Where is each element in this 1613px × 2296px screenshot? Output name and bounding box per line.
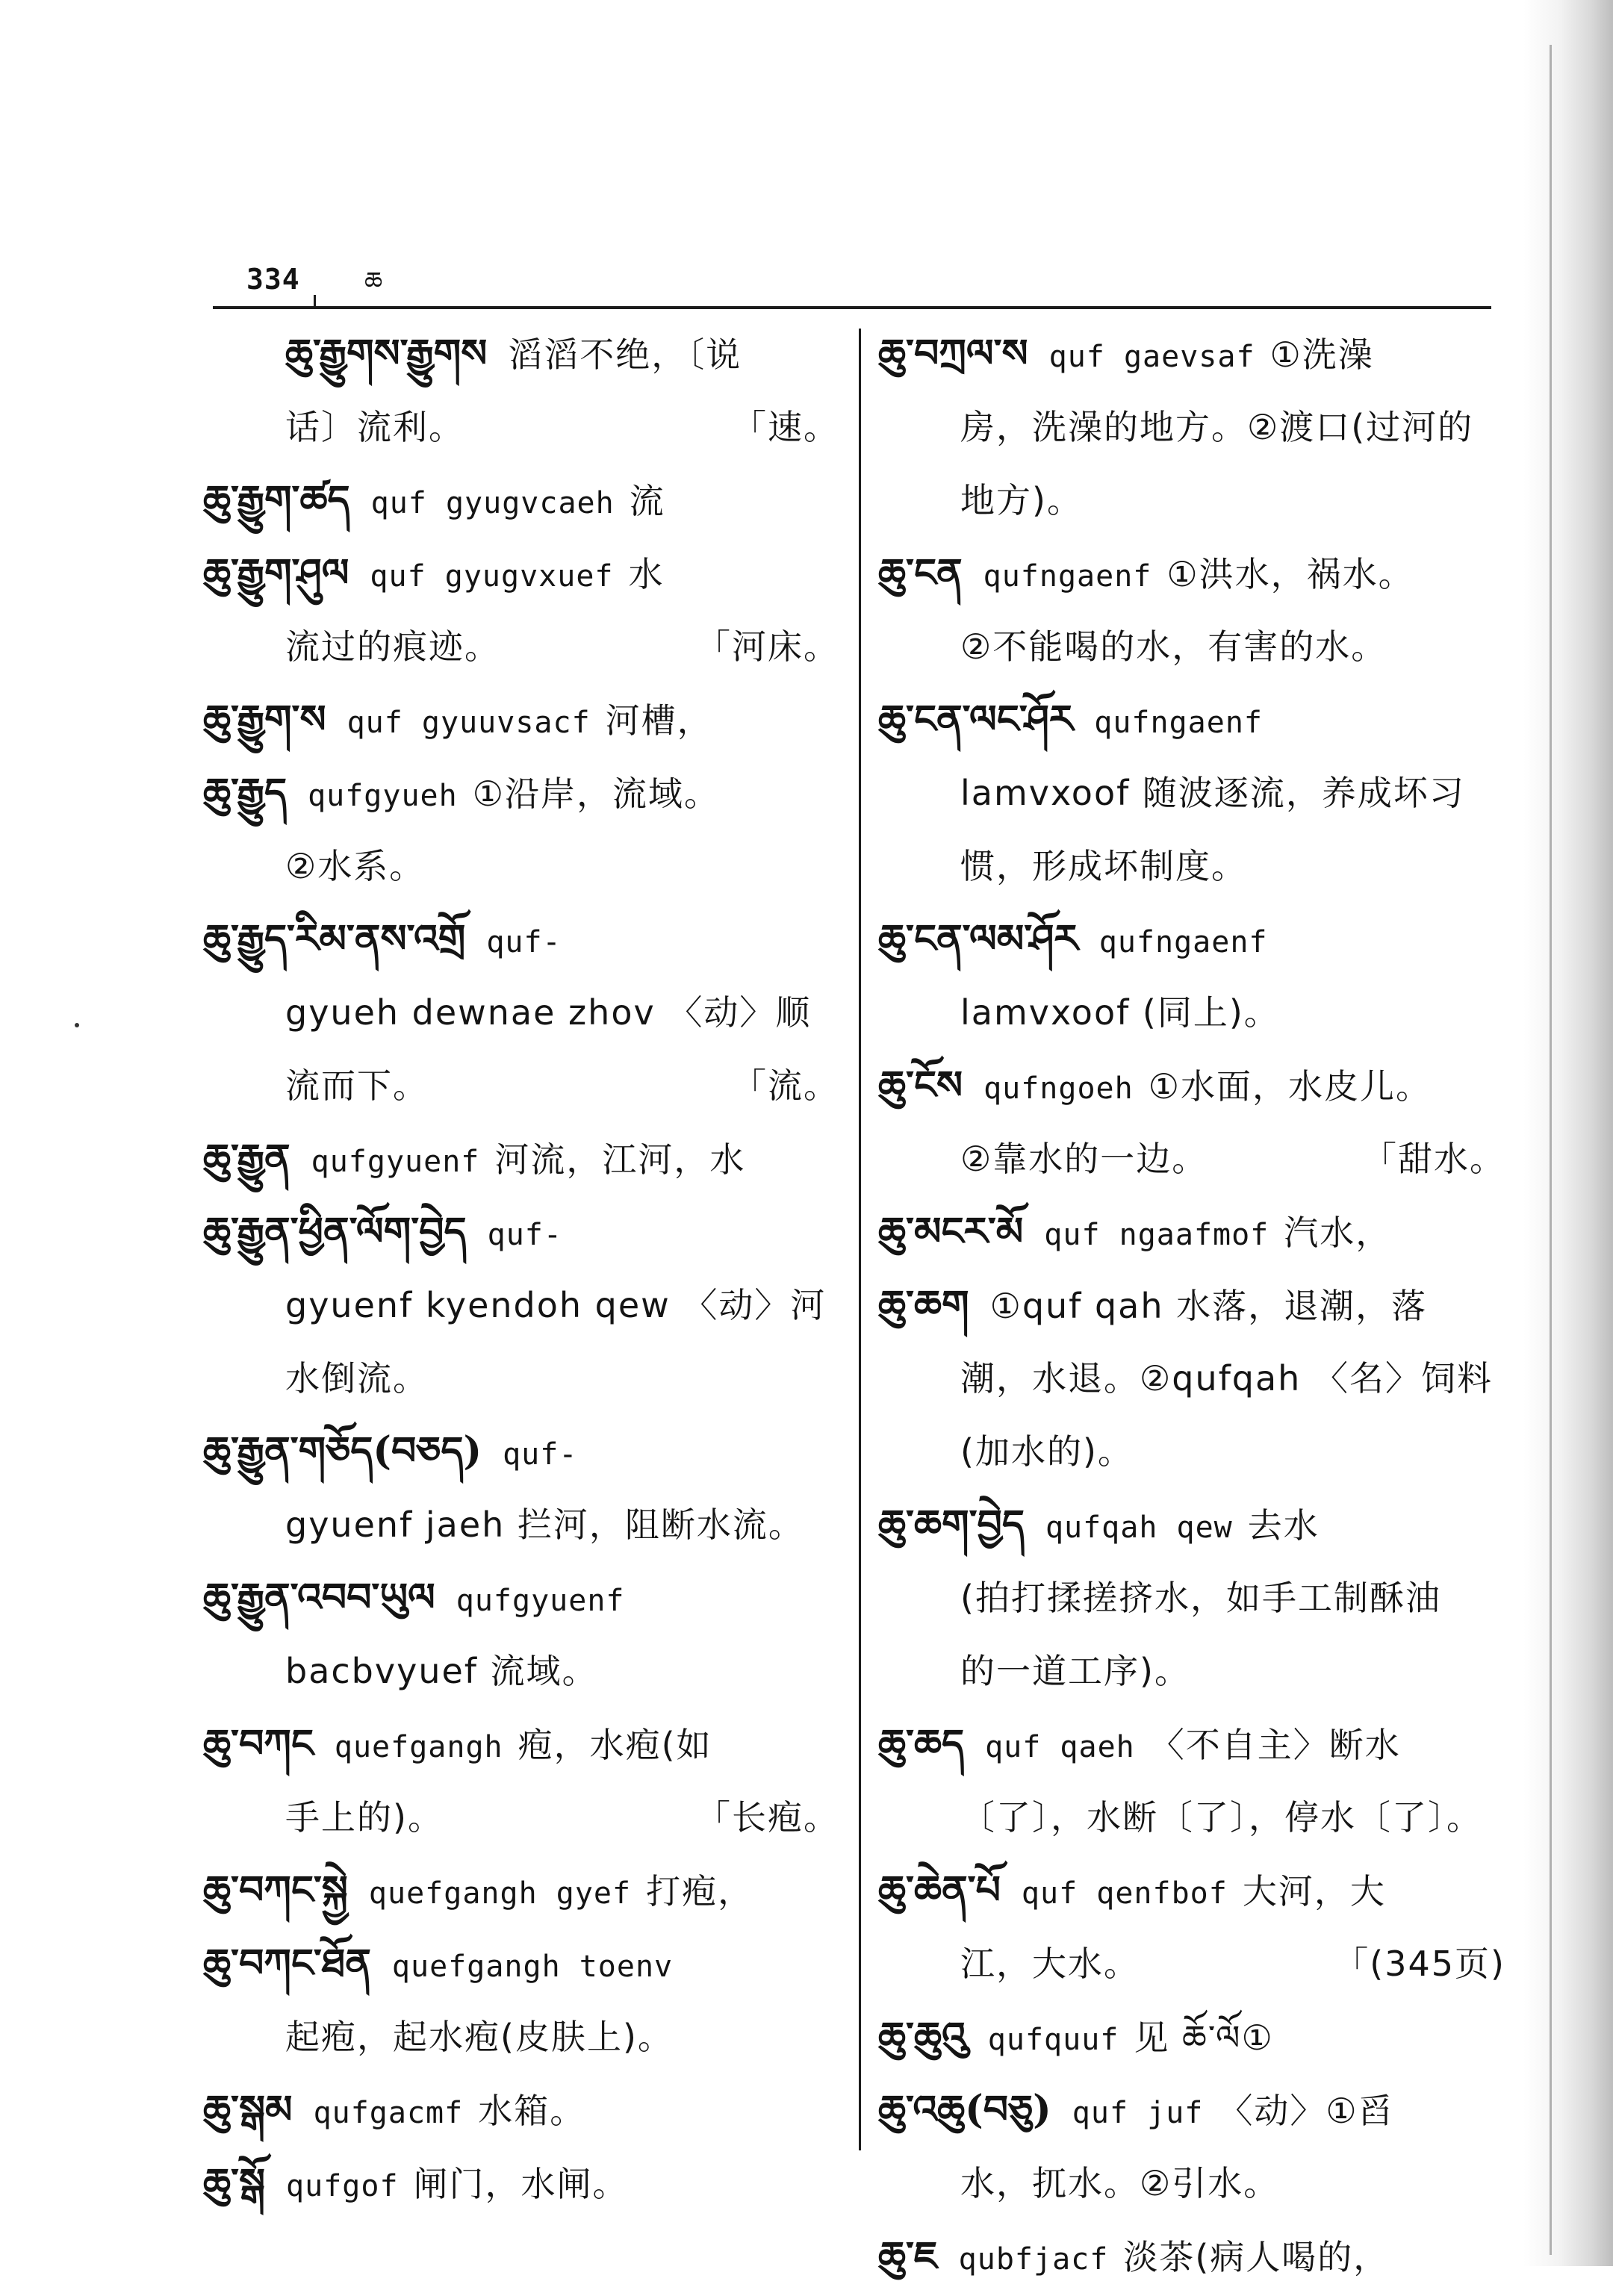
entry-line <box>203 1122 839 1195</box>
definition-text: 的一道工序)。 <box>960 1651 1190 1691</box>
dictionary-entry <box>878 1488 1505 1708</box>
definition-text: 地方)。 <box>960 480 1083 520</box>
dictionary-entry <box>878 1708 1505 1854</box>
page-edge-line <box>1550 45 1552 2255</box>
header-rule <box>213 306 1491 309</box>
entry-line <box>878 1342 1505 1415</box>
entry-line <box>203 1415 839 1488</box>
entry-line <box>878 1269 1505 1342</box>
dictionary-entry <box>878 903 1505 1049</box>
entry-line <box>878 2073 1505 2147</box>
definition-text: 手上的)。 <box>285 1797 444 1838</box>
entry-line <box>203 1195 839 1269</box>
entry-line <box>878 610 1505 683</box>
entry-line <box>203 903 839 976</box>
headword-tibetan: ཆུ་རྒྱུགས་རྒྱུགས <box>285 331 488 376</box>
definition-text: ②水系。 <box>285 846 426 886</box>
definition-text: 河流，江河，水 <box>494 1139 746 1180</box>
headword-romanization: quf gyugvcaeh <box>370 486 615 520</box>
headword-tibetan: ཆུ་བཀྲལ་ས <box>878 331 1028 376</box>
entry-line <box>203 1854 839 1927</box>
headword-tibetan: ཆུ་ཆག <box>878 1282 969 1328</box>
carryover-note: 「(345页) <box>1334 1944 1505 1984</box>
definition-text: 话〕流利。 <box>285 407 464 447</box>
dictionary-entry <box>203 537 839 683</box>
entry-line <box>203 976 839 1049</box>
headword-tibetan: ཆུ་ཆུའུ <box>878 2014 967 2059</box>
definition-text: 去水 <box>1247 1505 1320 1546</box>
dictionary-entry <box>878 1854 1505 2000</box>
definition-text: gyuenf kyendoh qew 〈动〉河 <box>285 1285 827 1325</box>
definition-text: 〔了〕，水断〔了〕，停水〔了〕。 <box>960 1797 1482 1838</box>
definition-text: 〈动〉①舀 <box>1218 2091 1394 2131</box>
entry-line <box>878 317 1505 391</box>
entry-line <box>878 1488 1505 1561</box>
headword-tibetan: ཆུ་རྒྱུག་ཚད <box>203 477 350 523</box>
headword-tibetan: ཆུ་རྒྱུད <box>203 770 288 815</box>
dictionary-entry <box>878 2000 1505 2073</box>
definition-text: ②靠水的一边。 <box>960 1139 1208 1179</box>
definition-text: ①沿岸，流域。 <box>472 774 720 814</box>
headword-romanization: quefgangh toenv <box>391 1950 674 1984</box>
definition-text: 流 <box>629 481 665 521</box>
right-column <box>878 317 1505 2293</box>
headword-tibetan: ཆུ་རྒྱུན་འབབ་ཡུལ <box>203 1575 435 1620</box>
dictionary-entry <box>203 1927 839 2073</box>
definition-text: lamvxoof (同上)。 <box>960 992 1280 1033</box>
definition-text: 起疱，起水疱(皮肤上)。 <box>285 2017 674 2057</box>
definition-text: bacbvyuef 流域。 <box>285 1651 598 1691</box>
entry-line <box>878 464 1505 537</box>
entry-line <box>203 1634 839 1708</box>
left-column <box>203 317 839 2220</box>
headword-tibetan: ཆུ་ངོས <box>878 1063 963 1108</box>
margin-dot <box>75 1023 79 1027</box>
headword-romanization: qufgof <box>286 2169 399 2203</box>
headword-romanization: qufgyueh <box>308 779 458 813</box>
dictionary-entry <box>203 464 839 537</box>
entry-line <box>203 1708 839 1781</box>
definition-text: 流过的痕迹。 <box>285 626 500 667</box>
headword-tibetan: ཆུ་ཇ <box>878 2233 938 2279</box>
headword-romanization: quf- <box>487 1218 562 1252</box>
carryover-note: 「甜水。 <box>1362 1139 1505 1179</box>
entry-line <box>878 2220 1505 2293</box>
headword-romanization: qufngaenf <box>1094 706 1263 740</box>
header-rule-notch <box>314 295 316 308</box>
headword-tibetan: ཆུ་སྒམ <box>203 2087 293 2132</box>
entry-line <box>203 1927 839 2000</box>
dictionary-entry <box>203 2073 839 2147</box>
entry-line <box>878 1634 1505 1708</box>
headword-tibetan: ཆུ་ངན་ལང་ཤོར <box>878 697 1074 742</box>
headword-tibetan: ཆུ་ངན་ལམ་ཤོར <box>878 916 1078 962</box>
headword-tibetan: ཆུ་རྒྱུག་ས <box>203 697 326 742</box>
entry-line <box>878 1049 1505 1122</box>
dictionary-entry <box>878 537 1505 683</box>
definition-text: 惯，形成坏制度。 <box>960 846 1247 886</box>
column-divider <box>859 329 861 2150</box>
entry-line <box>878 976 1505 1049</box>
dictionary-entry <box>203 1415 839 1561</box>
entry-line <box>878 1195 1505 1269</box>
headword-tibetan: ཆུ་འཆུ(བཅུ) <box>878 2087 1051 2132</box>
headword-romanization: quf qenfbof <box>1021 1876 1228 1911</box>
dictionary-entry <box>203 683 839 756</box>
dictionary-entry <box>203 1195 839 1415</box>
entry-line <box>878 903 1505 976</box>
entry-line <box>878 1854 1505 1927</box>
headword-romanization: quf ngaafmof <box>1044 1218 1269 1252</box>
entry-line <box>878 683 1505 756</box>
page-number: 334 <box>246 263 300 296</box>
dictionary-entry <box>203 756 839 903</box>
headword-tibetan: ཆུ་རྒྱུད་རིམ་ནས་འགྲོ <box>203 916 466 962</box>
headword-tibetan: ཆུ་ངན <box>878 550 963 596</box>
definition-text: 淡茶(病人喝的， <box>1123 2237 1390 2277</box>
headword-romanization: qubfjacf <box>958 2242 1109 2277</box>
entry-line <box>203 537 839 610</box>
dictionary-entry <box>878 1269 1505 1488</box>
entry-line <box>878 756 1505 830</box>
headword-romanization: quf qaeh <box>985 1730 1135 1764</box>
definition-text: 见 ཆོ་ལོ① <box>1134 2017 1274 2058</box>
headword-romanization: quf juf <box>1072 2096 1204 2130</box>
definition-text: 大河，大 <box>1242 1871 1386 1911</box>
definition-text: 房，洗澡的地方。②渡口(过河的 <box>960 407 1474 447</box>
entry-line <box>878 1561 1505 1634</box>
definition-text: 流而下。 <box>285 1065 429 1106</box>
definition-text: ②不能喝的水，有害的水。 <box>960 626 1387 667</box>
headword-romanization: qufgyuenf <box>456 1584 625 1618</box>
entry-line <box>878 2147 1505 2220</box>
headword-romanization: qufngaenf <box>983 559 1152 594</box>
definition-text: 汽水， <box>1284 1213 1392 1253</box>
headword-tibetan: ཆུ་རྒྱུག་ཤུལ <box>203 550 349 596</box>
headword-romanization: quf- <box>503 1437 578 1472</box>
entry-line <box>878 1781 1505 1854</box>
dictionary-entry <box>878 683 1505 903</box>
headword-tibetan: ཆུ་རྒྱུན <box>203 1136 290 1181</box>
dictionary-entry <box>878 1049 1505 1195</box>
entry-line <box>203 610 839 683</box>
headword-romanization: qufgyuenf <box>311 1145 480 1179</box>
dictionary-entry <box>203 1854 839 1927</box>
page-edge-shadow <box>1523 0 1613 2266</box>
entry-line <box>878 2000 1505 2073</box>
dictionary-entry <box>203 903 839 1122</box>
carryover-note: 「河床。 <box>696 626 839 667</box>
headword-romanization: qufqah qew <box>1045 1511 1233 1545</box>
entry-line <box>203 683 839 756</box>
definition-text: gyuenf jaeh 拦河，阻断水流。 <box>285 1505 804 1545</box>
headword-tibetan: ཆུ་ཆག་བྱེད <box>878 1502 1025 1547</box>
headword-tibetan: ཆུ་མངར་མོ <box>878 1209 1024 1254</box>
headword-romanization: qufgacmf <box>313 2096 464 2130</box>
dictionary-entry <box>878 2220 1505 2293</box>
carryover-note: 「长疱。 <box>696 1797 839 1838</box>
headword-tibetan: ཆུ་བཀང་ཐོན <box>203 1941 371 1986</box>
entry-line <box>203 1342 839 1415</box>
entry-line <box>878 1708 1505 1781</box>
definition-text: gyueh dewnae zhov 〈动〉顺 <box>285 992 812 1033</box>
headword-romanization: qufngaenf <box>1098 925 1268 959</box>
carryover-note: 「流。 <box>732 1065 839 1106</box>
definition-text: 水 <box>628 554 665 594</box>
dictionary-entry <box>878 2073 1505 2220</box>
headword-tibetan: ཆུ་རྒྱུན་གཅོད(བཅད) <box>203 1428 482 1474</box>
definition-text: 水倒流。 <box>285 1358 429 1399</box>
entry-line <box>203 830 839 903</box>
headword-romanization: quefgangh <box>334 1730 503 1764</box>
headword-tibetan: ཆུ་ཆད <box>878 1721 965 1767</box>
entry-line <box>203 1269 839 1342</box>
headword-romanization: quefgangh gyef <box>368 1876 632 1911</box>
entry-line <box>203 2073 839 2147</box>
dictionary-entry <box>203 2147 839 2220</box>
definition-text: 〈不自主〉断水 <box>1149 1725 1401 1765</box>
headword-tibetan: ཆུ་བཀང <box>203 1721 314 1767</box>
entry-line <box>203 1049 839 1122</box>
dictionary-entry <box>203 317 839 464</box>
entry-line <box>878 537 1505 610</box>
headword-romanization: qufquuf <box>987 2023 1119 2057</box>
running-head-letter: ཆ <box>364 267 383 296</box>
entry-line <box>203 1561 839 1634</box>
definition-text: ①洪水，祸水。 <box>1166 554 1414 594</box>
definition-text: 水箱。 <box>478 2091 586 2131</box>
definition-text: 疱，水疱(如 <box>518 1725 712 1765</box>
dictionary-entry <box>878 1195 1505 1269</box>
entry-line <box>203 464 839 537</box>
dictionary-entry <box>203 1561 839 1708</box>
entry-line <box>203 317 839 391</box>
entry-line <box>203 1488 839 1561</box>
definition-text: 滔滔不绝，〔说 <box>508 335 742 375</box>
definition-text: 河槽， <box>605 700 713 741</box>
entry-line <box>878 391 1505 464</box>
entry-line <box>878 1927 1505 2000</box>
definition-text: 水，扤水。②引水。 <box>960 2163 1280 2203</box>
headword-romanization: quf gaevsaf <box>1048 340 1255 374</box>
entry-line <box>878 830 1505 903</box>
headword-tibetan: ཆུ་བཀང་སྐྱེ <box>203 1867 348 1913</box>
definition-text: ①洗澡 <box>1269 335 1374 375</box>
headword-romanization: quf- <box>486 925 562 959</box>
dictionary-entry <box>203 1122 839 1195</box>
definition-text: ①水面，水皮儿。 <box>1148 1066 1432 1107</box>
definition-text: 打疱， <box>646 1871 754 1911</box>
definition-text: ①quf qah 水落，退潮，落 <box>989 1286 1428 1326</box>
entry-line <box>203 2147 839 2220</box>
entry-line <box>203 391 839 464</box>
entry-line <box>878 1415 1505 1488</box>
dictionary-entry <box>203 1708 839 1854</box>
carryover-note: 「速。 <box>732 407 839 447</box>
headword-romanization: qufngoeh <box>983 1071 1134 1106</box>
definition-text: lamvxoof 随波逐流，养成坏习 <box>960 773 1465 813</box>
dictionary-entry <box>878 317 1505 537</box>
headword-romanization: quf gyugvxuef <box>370 559 614 594</box>
entry-line <box>878 1122 1505 1195</box>
definition-text: 闸门，水闸。 <box>413 2164 629 2204</box>
definition-text: 江，大水。 <box>960 1944 1140 1984</box>
definition-text: (加水的)。 <box>960 1431 1134 1472</box>
headword-tibetan: ཆུ་ཆེན་པོ <box>878 1867 1001 1913</box>
headword-tibetan: ཆུ་རྒྱུན་ཕྱིན་ལོག་བྱེད <box>203 1209 467 1254</box>
headword-romanization: quf gyuuvsacf <box>346 706 591 740</box>
definition-text: (拍打揉搓挤水，如手工制酥油 <box>960 1578 1441 1618</box>
entry-line <box>203 1781 839 1854</box>
entry-line <box>203 2000 839 2073</box>
entry-line <box>203 756 839 830</box>
headword-tibetan: ཆུ་སྒོ <box>203 2160 266 2206</box>
definition-text: 潮，水退。②qufqah 〈名〉饲料 <box>960 1358 1493 1399</box>
